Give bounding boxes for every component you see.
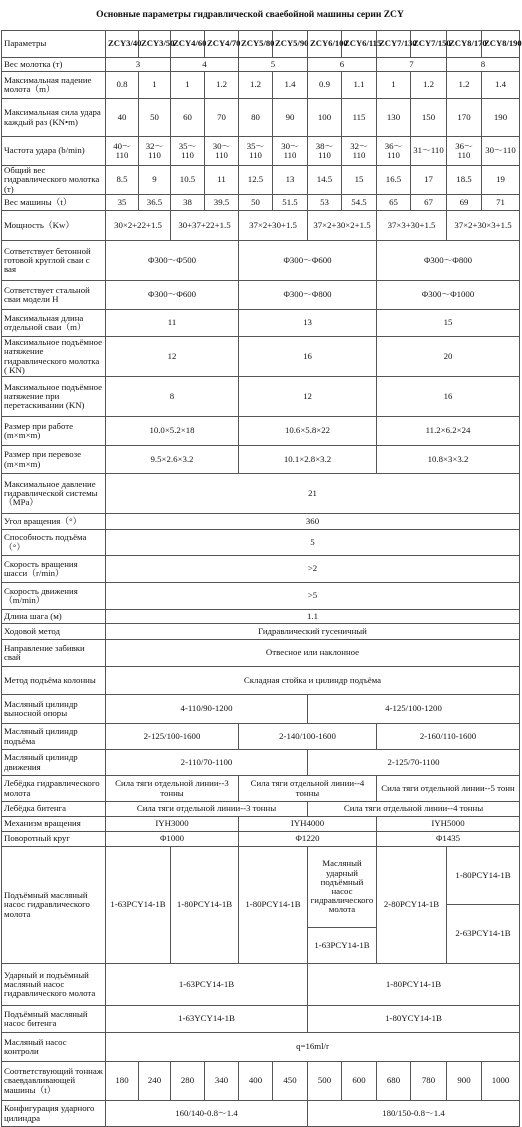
table-header-row	[2, 31, 520, 58]
table-cell: 1-80PCY14-1B	[308, 964, 520, 1006]
table-cell: 35～110	[239, 137, 273, 166]
row-label: Максимальная длина отдельной сваи（m）	[2, 310, 106, 337]
table-cell: 40	[106, 99, 139, 137]
table-cell: 15	[377, 310, 520, 337]
table-cell: 14.5	[308, 166, 342, 195]
table-row	[2, 832, 520, 847]
table-cell: 130	[377, 99, 411, 137]
row-label: Максимальное подъёмное натяжение при перетаскивании (KN)	[2, 377, 106, 417]
table-cell: 1.1	[342, 72, 377, 99]
table-cell: 40～110	[106, 137, 139, 166]
table-cell: 50	[139, 99, 171, 137]
table-cell: 70	[205, 99, 239, 137]
row-label: Сответствует стальной сваи модели H	[2, 281, 106, 310]
table-cell: 53	[308, 195, 342, 211]
table-cell: 90	[273, 99, 308, 137]
table-cell: Сила тяги отдельной линии--3 тонны	[106, 802, 308, 817]
table-row	[2, 1062, 520, 1101]
row-label: Соответствующий тоннаж сваевдавливающей машины（t）	[2, 1062, 106, 1101]
table-cell: 10.5	[171, 166, 205, 195]
table-cell: 38～110	[308, 137, 342, 166]
table-cell: 2-63PCY14-1B	[447, 905, 520, 964]
table-row	[2, 1006, 520, 1033]
model-header: ZCY6/115	[342, 31, 377, 58]
table-cell: Φ300～Φ800	[377, 241, 520, 281]
table-cell: 680	[377, 1062, 411, 1101]
table-cell: Φ300～Φ600	[239, 241, 377, 281]
table-cell: 18.5	[447, 166, 482, 195]
table-cell: 38	[171, 195, 205, 211]
table-cell: 0.9	[308, 72, 342, 99]
table-cell: 2-140/100-1600	[239, 724, 377, 750]
row-label: Лебёдка гидравлического молота	[2, 776, 106, 802]
table-cell: 1.2	[411, 72, 447, 99]
table-row	[2, 610, 520, 624]
table-cell: 1-63PCY14-1B	[106, 964, 308, 1006]
table-cell: 600	[342, 1062, 377, 1101]
table-row	[2, 724, 520, 750]
table-cell: 39.5	[205, 195, 239, 211]
table-cell: 32～110	[342, 137, 377, 166]
table-cell: 8.5	[106, 166, 139, 195]
table-cell: 115	[342, 99, 377, 137]
table-cell: Отвесное или наклонное	[106, 640, 520, 667]
table-cell: 1.2	[447, 72, 482, 99]
table-cell: 1	[377, 72, 411, 99]
table-cell: 32～110	[139, 137, 171, 166]
table-cell: 2-125/100-1600	[106, 724, 239, 750]
row-label: Направление забивки свай	[2, 640, 106, 667]
table-cell: 9	[139, 166, 171, 195]
table-cell: 10.1×2.8×3.2	[239, 446, 377, 474]
table-cell: 30+37+22+1.5	[171, 211, 239, 241]
table-cell: 340	[205, 1062, 239, 1101]
row-label: Подъёмный масляный насос битенга	[2, 1006, 106, 1033]
table-cell: 1.2	[239, 72, 273, 99]
table-cell: 1	[139, 72, 171, 99]
table-row	[2, 667, 520, 695]
table-cell: 3	[106, 58, 171, 72]
table-cell: 10.6×5.8×22	[239, 417, 377, 446]
table-row	[2, 1101, 520, 1127]
parameters-header: Параметры	[2, 31, 106, 58]
table-cell: 180/150-0.8～1.4	[308, 1101, 520, 1127]
table-cell: 9.5×2.6×3.2	[106, 446, 239, 474]
table-cell: 2-125/70-1100	[308, 750, 520, 776]
table-cell: 4-110/90-1200	[106, 695, 308, 724]
table-cell: Φ1000	[106, 832, 239, 847]
row-label: Метод подъёма колонны	[2, 667, 106, 695]
table-cell: Сила тяги отдельной линии--4 тонны	[308, 802, 520, 817]
table-cell: q=16ml/r	[106, 1033, 520, 1062]
table-cell: Φ300～Φ600	[106, 281, 239, 310]
table-cell: Сила тяги отдельной линии--3 тонны	[106, 776, 239, 802]
row-label: Механизм вращения	[2, 817, 106, 832]
table-cell: 35	[106, 195, 139, 211]
row-label: Общий вес гидравлического молотка (т)	[2, 166, 106, 195]
table-cell: 1	[171, 72, 205, 99]
table-cell: IYH5000	[377, 817, 520, 832]
table-cell: 1-80PCY14-1B	[171, 847, 239, 964]
row-label: Сответствует бетонной готовой круглой сваи с вая	[2, 241, 106, 281]
table-row	[2, 241, 520, 281]
table-row	[2, 583, 520, 610]
table-cell: 1-80YCY14-1B	[308, 1006, 520, 1033]
table-cell: 2-160/110-1600	[377, 724, 520, 750]
table-cell: 1000	[482, 1062, 520, 1101]
table-cell: 37×3+30+1.5	[377, 211, 447, 241]
model-header: ZCY4/70	[205, 31, 239, 58]
row-label: Масляный цилиндр движения	[2, 750, 106, 776]
table-cell: 1.2	[205, 72, 239, 99]
table-row	[2, 1033, 520, 1062]
row-label: Масляный насос контроли	[2, 1033, 106, 1062]
table-cell: 54.5	[342, 195, 377, 211]
row-label: Ходовой метод	[2, 624, 106, 640]
table-cell: 31～110	[411, 137, 447, 166]
table-cell: 12.5	[239, 166, 273, 195]
table-cell: Гидравлический гусеничный	[106, 624, 520, 640]
table-cell: 6	[308, 58, 377, 72]
table-cell: 1.1	[106, 610, 520, 624]
table-row	[2, 337, 520, 377]
table-cell: Φ300～Φ800	[239, 281, 377, 310]
table-cell: >2	[106, 556, 520, 583]
table-cell: 19	[482, 166, 520, 195]
table-row	[2, 474, 520, 514]
table-cell: IYH3000	[106, 817, 239, 832]
table-cell: 500	[308, 1062, 342, 1101]
table-row	[2, 417, 520, 446]
table-cell: 71	[482, 195, 520, 211]
table-cell: 1-80PCY14-1B	[239, 847, 308, 964]
table-cell: 35～110	[171, 137, 205, 166]
table-cell: 17	[411, 166, 447, 195]
table-cell: IYH4000	[239, 817, 377, 832]
table-cell: 10.0×5.2×18	[106, 417, 239, 446]
row-label: Максимальное подъёмное натяжение гидравлического молотка ( KN)	[2, 337, 106, 377]
row-label: Вес молотка (т)	[2, 58, 106, 72]
table-row	[2, 847, 520, 905]
table-cell: 20	[377, 337, 520, 377]
row-label: Способность подъёма（°）	[2, 530, 106, 556]
table-cell: 7	[377, 58, 447, 72]
table-cell: 16	[377, 377, 520, 417]
table-cell: 10.8×3×3.2	[377, 446, 520, 474]
table-cell: Сила тяги отдельной линии--4 тонны	[239, 776, 377, 802]
table-cell: 900	[447, 1062, 482, 1101]
table-cell: 69	[447, 195, 482, 211]
table-cell: 12	[239, 377, 377, 417]
table-row	[2, 624, 520, 640]
table-cell: 36～110	[377, 137, 411, 166]
table-cell: 12	[106, 337, 239, 377]
table-cell: 0.8	[106, 72, 139, 99]
table-cell: Φ300～Φ500	[106, 241, 239, 281]
row-label: Масляный цилиндр выносной опоры	[2, 695, 106, 724]
row-label: Поворотный круг	[2, 832, 106, 847]
row-label: Мощность（Kw）	[2, 211, 106, 241]
row-label: Скорость вращения шасси（r/min）	[2, 556, 106, 583]
table-cell: 4-125/100-1200	[308, 695, 520, 724]
table-cell: 100	[308, 99, 342, 137]
table-row	[2, 195, 520, 211]
table-cell: 2-110/70-1100	[106, 750, 308, 776]
table-cell: 65	[377, 195, 411, 211]
table-cell: Складная стойка и цилиндр подъёма	[106, 667, 520, 695]
table-cell: 37×2+30×2+1.5	[308, 211, 377, 241]
table-row	[2, 514, 520, 530]
row-label: Максимальная сила удара каждый раз (KN•m)	[2, 99, 106, 137]
row-label: Подъёмный масляный насос гидравлического молота	[2, 847, 106, 964]
table-cell: 80	[239, 99, 273, 137]
row-label: Конфигурация ударного цилиндра	[2, 1101, 106, 1127]
table-cell: 2-80PCY14-1B	[377, 847, 447, 964]
table-cell: Масляный ударный подъёмный насос гидравлического молота	[308, 847, 377, 928]
table-row	[2, 695, 520, 724]
table-row	[2, 211, 520, 241]
table-row	[2, 640, 520, 667]
model-header: ZCY3/50	[139, 31, 171, 58]
table-row	[2, 166, 520, 195]
table-row	[2, 58, 520, 72]
table-row	[2, 99, 520, 137]
table-cell: 67	[411, 195, 447, 211]
table-cell: 4	[171, 58, 239, 72]
row-label: Максимальное давление гидравлической системы（MPa）	[2, 474, 106, 514]
model-header: ZCY8/190	[482, 31, 520, 58]
table-cell: 36～110	[447, 137, 482, 166]
table-cell: 190	[482, 99, 520, 137]
table-cell: Φ300～Φ1000	[377, 281, 520, 310]
model-header: ZCY7/150	[411, 31, 447, 58]
table-cell: 30～110	[205, 137, 239, 166]
model-header: ZCY5/80	[239, 31, 273, 58]
table-cell: 1.4	[482, 72, 520, 99]
row-label: Скорость движения（m/min）	[2, 583, 106, 610]
table-cell: 8	[447, 58, 520, 72]
row-label: Размер при перевозе (m×m×m)	[2, 446, 106, 474]
model-header: ZCY4/60	[171, 31, 205, 58]
table-row	[2, 137, 520, 166]
table-cell: 8	[106, 377, 239, 417]
row-label: Длина шага (м)	[2, 610, 106, 624]
table-cell: 50	[239, 195, 273, 211]
model-header: ZCY5/90	[273, 31, 308, 58]
table-cell: 5	[239, 58, 308, 72]
table-cell: 16.5	[377, 166, 411, 195]
table-cell: 1-63PCY14-1B	[106, 847, 171, 964]
table-row	[2, 72, 520, 99]
model-header: ZCY6/100	[308, 31, 342, 58]
table-row	[2, 802, 520, 817]
table-cell: 60	[171, 99, 205, 137]
table-cell: Сила тяги отдельной линии--5 тонн	[377, 776, 520, 802]
table-cell: 240	[139, 1062, 171, 1101]
table-row	[2, 377, 520, 417]
model-header: ZCY3/40	[106, 31, 139, 58]
table-cell: 1-63PCY14-1B	[308, 928, 377, 964]
row-label: Размер при работе (m×m×m)	[2, 417, 106, 446]
table-cell: 30×2+22+1.5	[106, 211, 171, 241]
table-cell: 51.5	[273, 195, 308, 211]
table-row	[2, 964, 520, 1006]
table-cell: 37×2+30×3+1.5	[447, 211, 520, 241]
table-row	[2, 556, 520, 583]
table-cell: 15	[342, 166, 377, 195]
table-cell: 30～110	[482, 137, 520, 166]
table-row	[2, 310, 520, 337]
table-cell: 160/140-0.8～1.4	[106, 1101, 308, 1127]
row-label: Лебёдка битенга	[2, 802, 106, 817]
table-cell: 13	[273, 166, 308, 195]
table-cell: 180	[106, 1062, 139, 1101]
table-cell: 11.2×6.2×24	[377, 417, 520, 446]
table-cell: 36.5	[139, 195, 171, 211]
row-label: Частота удара (b/min)	[2, 137, 106, 166]
model-header: ZCY8/170	[447, 31, 482, 58]
table-cell: 1-80PCY14-1B	[447, 847, 520, 905]
table-cell: 360	[106, 514, 520, 530]
table-cell: 37×2+30+1.5	[239, 211, 308, 241]
table-row	[2, 446, 520, 474]
table-row	[2, 776, 520, 802]
table-cell: 450	[273, 1062, 308, 1101]
row-label: Ударный и подъёмный масляный насос гидравлического молота	[2, 964, 106, 1006]
table-cell: 13	[239, 310, 377, 337]
table-cell: 30～110	[273, 137, 308, 166]
table-cell: 280	[171, 1062, 205, 1101]
table-cell: 11	[205, 166, 239, 195]
table-cell: 1-63YCY14-1B	[106, 1006, 308, 1033]
table-cell: 780	[411, 1062, 447, 1101]
table-cell: 170	[447, 99, 482, 137]
table-cell: >5	[106, 583, 520, 610]
table-cell: 11	[106, 310, 239, 337]
model-header: ZCY7/130	[377, 31, 411, 58]
table-cell: Φ1220	[239, 832, 377, 847]
row-label: Угол вращения（°）	[2, 514, 106, 530]
row-label: Максимальная падение молота（m）	[2, 72, 106, 99]
table-row	[2, 750, 520, 776]
table-cell: 400	[239, 1062, 273, 1101]
table-cell: 150	[411, 99, 447, 137]
table-cell: 5	[106, 530, 520, 556]
table-cell: 21	[106, 474, 520, 514]
table-row	[2, 530, 520, 556]
row-label: Масляный цилиндр подъёма	[2, 724, 106, 750]
table-row	[2, 281, 520, 310]
document-title: Основные параметры гидравлической сваебойной машины серии ZCY	[96, 9, 404, 20]
row-label: Вес машины（t）	[2, 195, 106, 211]
table-row	[2, 817, 520, 832]
table-cell: Φ1435	[377, 832, 520, 847]
spec-table	[1, 30, 520, 1127]
table-cell: 1.4	[273, 72, 308, 99]
table-cell: 16	[239, 337, 377, 377]
